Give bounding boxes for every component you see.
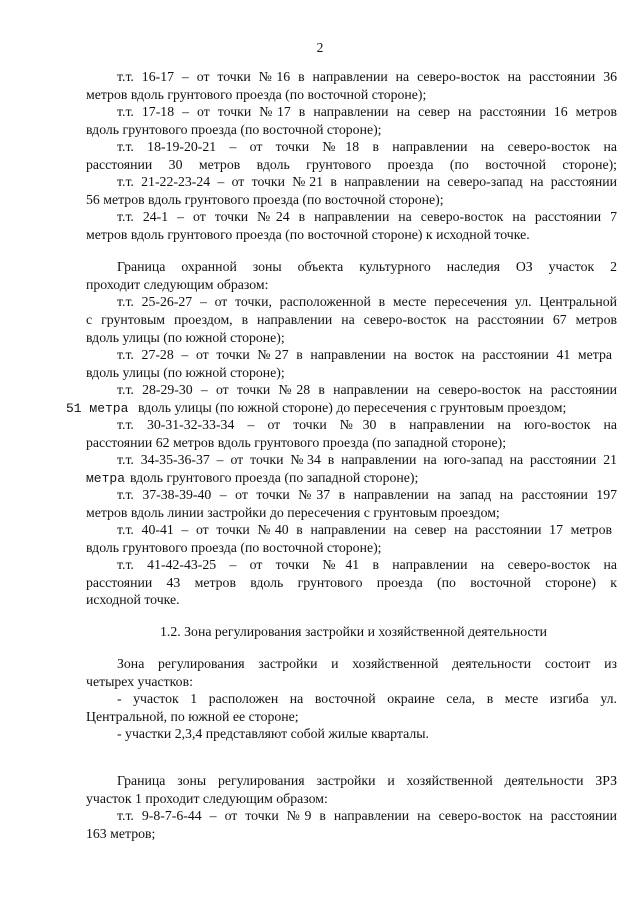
paragraph-line: расстоянии 43 метров вдоль грунтового проезда (по восточной стороне) к — [86, 575, 617, 590]
paragraph-line: т.т. 16-17 – от точки №16 в направлении на северо-восток на расстоянии 36 — [117, 69, 617, 84]
margin-note: метра — [86, 471, 126, 486]
paragraph-line: метров вдоль линии застройки до пересечения с грунтовым проездом; — [86, 505, 500, 520]
paragraph-line: Граница охранной зоны объекта культурного наследия ОЗ участок 2 — [117, 259, 617, 274]
paragraph-line: т.т. 30-31-32-33-34 – от точки №30 в направлении на юго-восток на — [117, 417, 617, 432]
paragraph-line: т.т. 24-1 – от точки №24 в направлении на северо-восток на расстоянии 7 — [117, 209, 617, 224]
paragraph-line: четырех участков: — [86, 674, 193, 689]
paragraph-line: расстоянии 62 метров вдоль грунтового проезда (по западной стороне); — [86, 435, 507, 450]
paragraph-line: т.т. 28-29-30 – от точки №28 в направлении на северо-восток на расстоянии — [117, 382, 617, 397]
paragraph-line: т.т. 37-38-39-40 – от точки №37 в направлении на запад на расстоянии 197 — [117, 487, 617, 502]
paragraph-line: вдоль грунтового проезда (по западной стороне); — [130, 470, 419, 485]
paragraph-line: Граница зоны регулирования застройки и хозяйственной деятельности ЗРЗ — [117, 773, 617, 788]
paragraph-line: вдоль улицы (по южной стороне) до пересечения с грунтовым проездом; — [138, 400, 567, 415]
paragraph-line: т.т. 25-26-27 – от точки, расположенной в месте пересечения ул. Центральной — [117, 294, 617, 309]
paragraph-line: т.т. 40-41 – от точки №40 в направлении на север на расстоянии 17 метров — [117, 522, 612, 537]
paragraph-line: - участок 1 расположен на восточной окраине села, в месте изгиба ул. — [117, 691, 617, 706]
section-heading: 1.2. Зона регулирования застройки и хозяйственной деятельности — [160, 624, 548, 639]
paragraph-line: вдоль грунтового проезда (по восточной стороне); — [86, 540, 382, 555]
paragraph-line: 56 метров вдоль грунтового проезда (по восточной стороне); — [86, 192, 444, 207]
paragraph-line: проходит следующим образом: — [86, 277, 269, 292]
paragraph-line: Зона регулирования застройки и хозяйственной деятельности состоит из — [117, 656, 617, 671]
paragraph-line: вдоль грунтового проезда (по восточной стороне); — [86, 122, 382, 137]
paragraph-line: вдоль улицы (по южной стороне); — [86, 365, 285, 380]
paragraph-line: т.т. 41-42-43-25 – от точки №41 в направлении на северо-восток на — [117, 557, 617, 572]
paragraph-line: метров вдоль грунтового проезда (по восточной стороне) к исходной точке. — [86, 227, 530, 242]
paragraph-line: с грунтовым проездом, в направлении на северо-восток на расстоянии 67 метров — [86, 312, 617, 327]
paragraph-line: т.т. 18-19-20-21 – от точки №18 в направлении на северо-восток на — [117, 139, 617, 154]
paragraph-line: т.т. 9-8-7-6-44 – от точки №9 в направлении на северо-восток на расстоянии — [117, 808, 617, 823]
paragraph-line: т.т. 34-35-36-37 – от точки №34 в направлении на юго-запад на расстоянии 21 — [117, 452, 617, 467]
paragraph-line: 163 метров; — [86, 826, 156, 841]
paragraph-line: вдоль улицы (по южной стороне); — [86, 330, 285, 345]
paragraph-line: т.т. 21-22-23-24 – от точки №21 в направлении на северо-запад на расстоянии — [117, 174, 617, 189]
paragraph-line: т.т. 27-28 – от точки №27 в направлении на восток на расстоянии 41 метра — [117, 347, 612, 362]
margin-note: 51 метра — [66, 401, 129, 416]
paragraph-line: метров вдоль грунтового проезда (по восточной стороне); — [86, 87, 427, 102]
paragraph-line: - участки 2,3,4 представляют собой жилые кварталы. — [117, 726, 429, 741]
paragraph-line: участок 1 проходит следующим образом: — [86, 791, 328, 806]
page-number: 2 — [316, 40, 324, 55]
paragraph-line: Центральной, по южной ее стороне; — [86, 709, 299, 724]
paragraph-line: т.т. 17-18 – от точки №17 в направлении на север на расстоянии 16 метров — [117, 104, 617, 119]
paragraph-line: исходной точке. — [86, 592, 180, 607]
paragraph-line: расстоянии 30 метров вдоль грунтового проезда (по восточной стороне); — [86, 157, 617, 172]
